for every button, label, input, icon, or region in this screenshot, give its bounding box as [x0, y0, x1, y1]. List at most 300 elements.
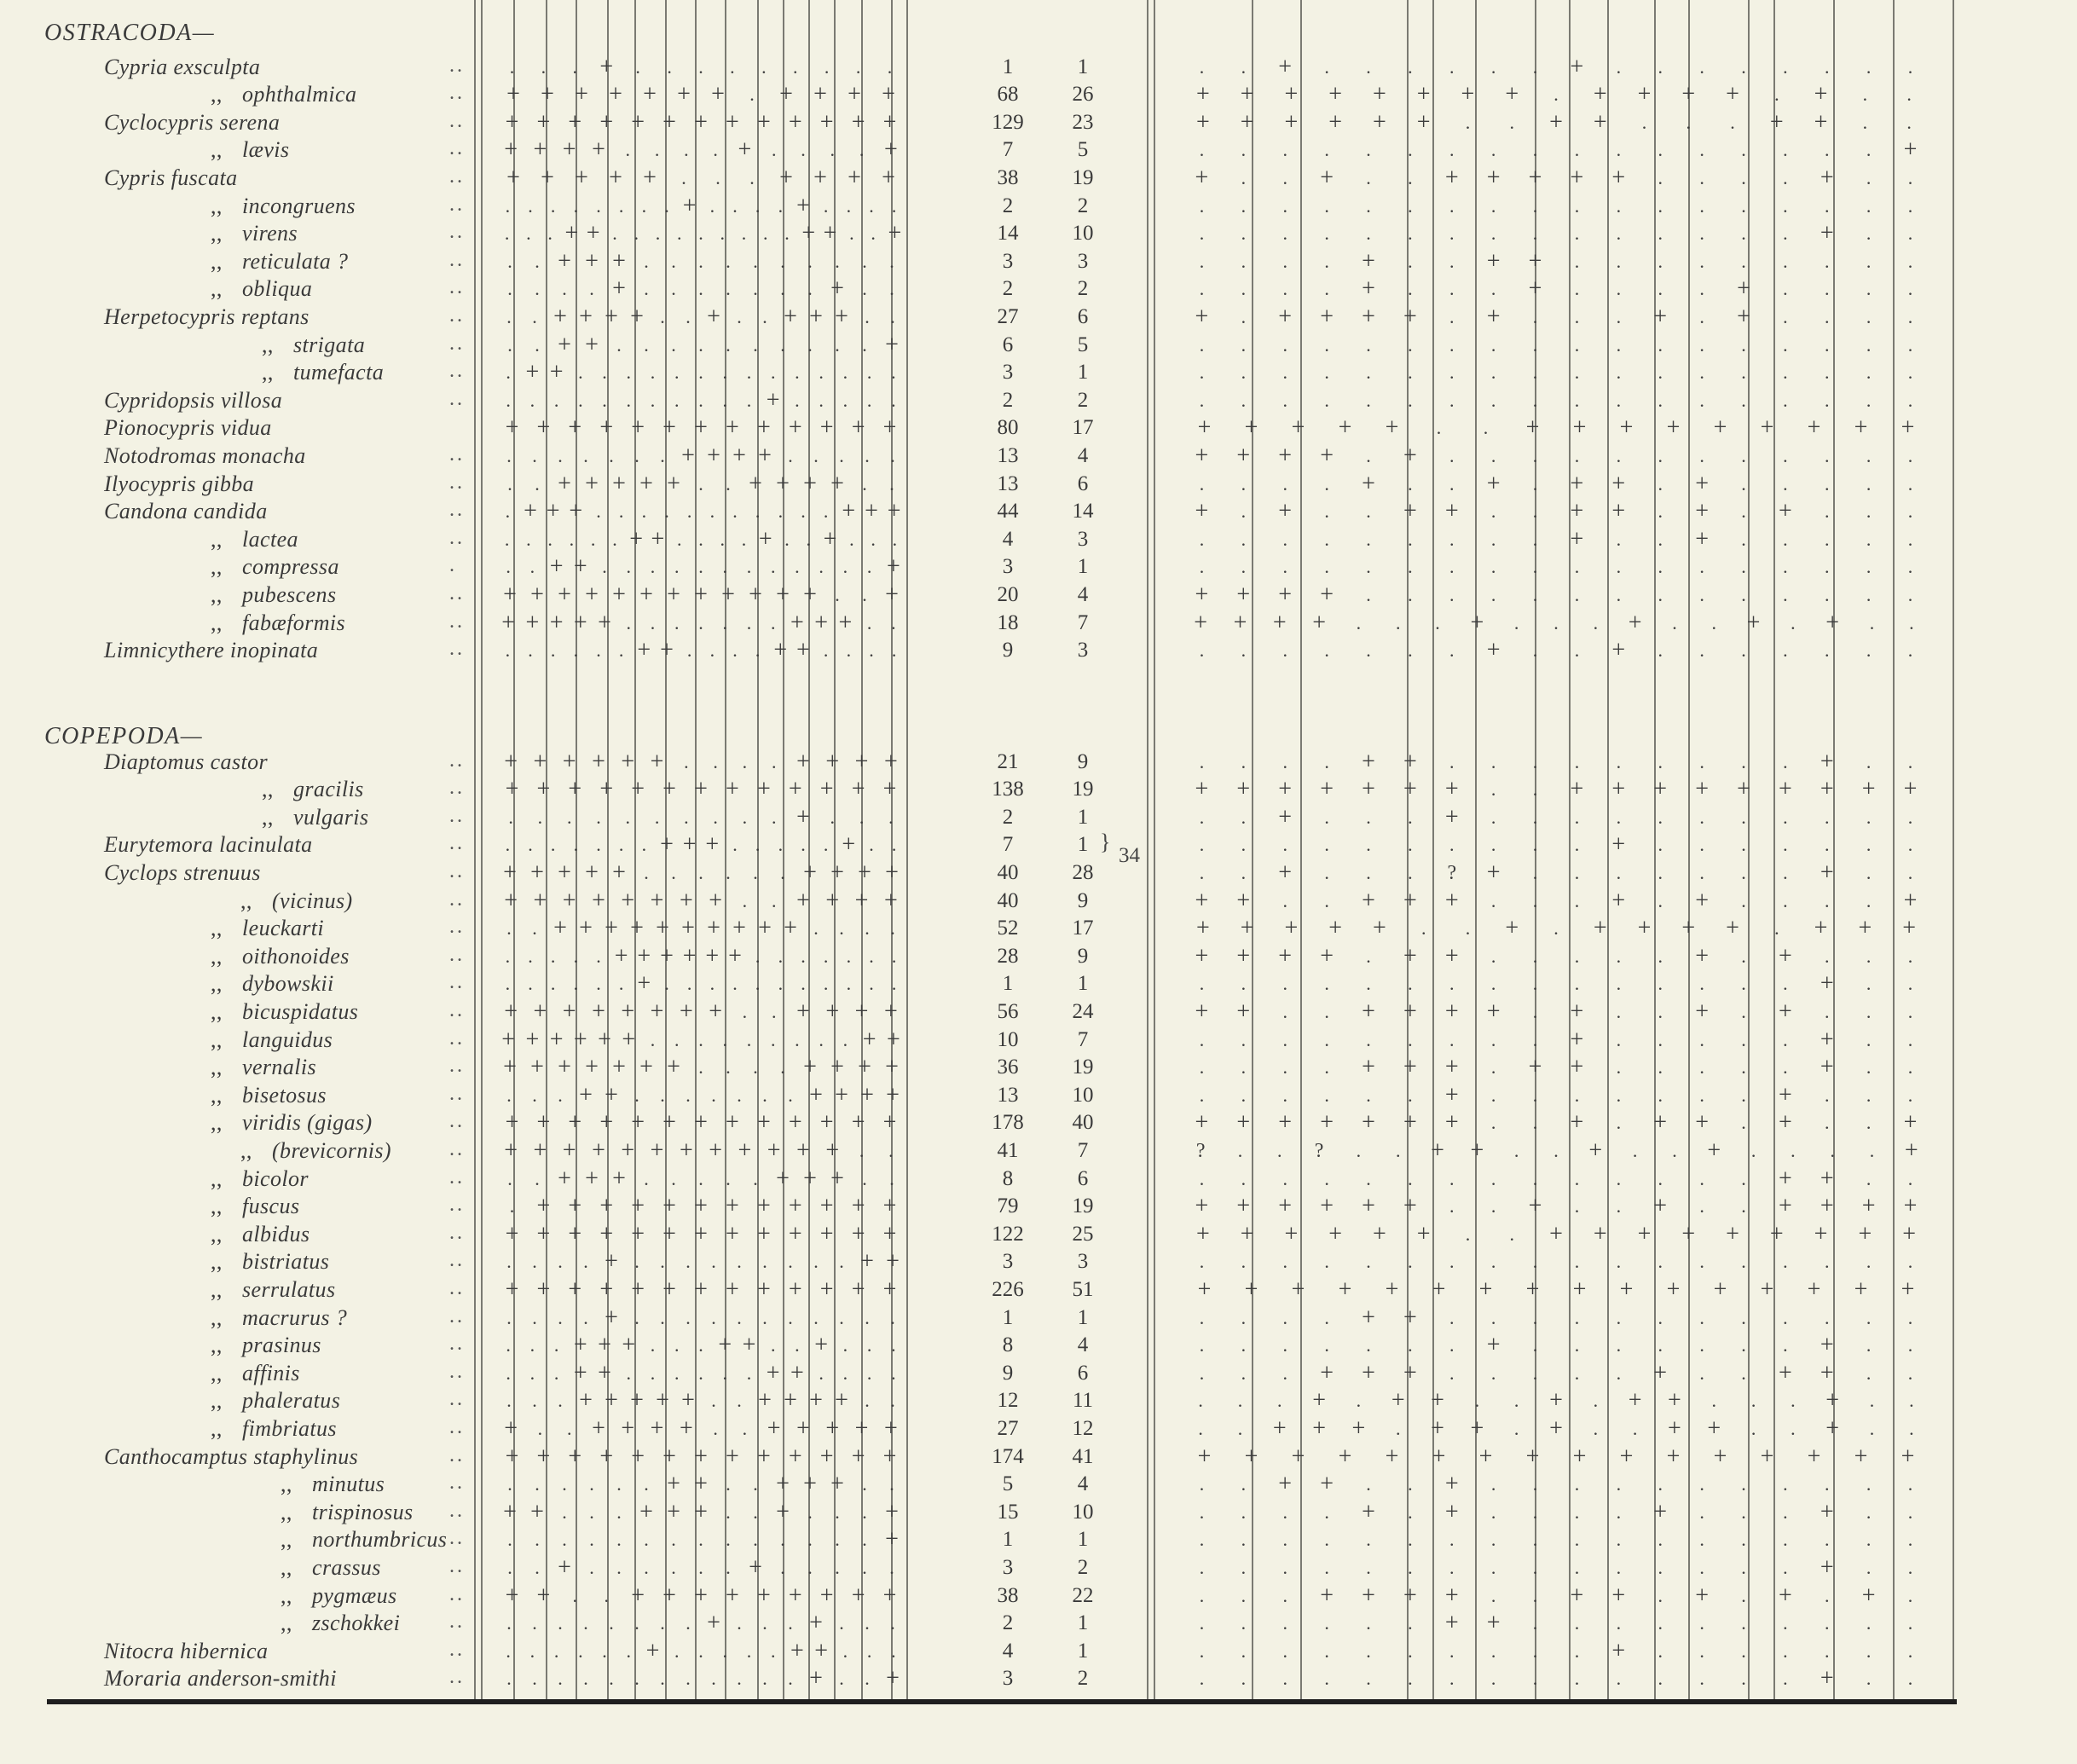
presence-plus: +	[541, 165, 554, 191]
presence-plus: +	[569, 498, 583, 525]
absence-dot: .	[1658, 556, 1663, 578]
absence-dot: .	[1907, 862, 1913, 883]
absence-dot: .	[862, 472, 867, 494]
presence-plus: +	[549, 1026, 564, 1053]
presence-plus: +	[533, 748, 547, 775]
ditto-mark: ,,	[211, 1027, 223, 1052]
absence-dot: .	[1366, 1084, 1371, 1106]
presence-plus: +	[819, 414, 834, 442]
presence-plus: +	[1903, 1193, 1918, 1220]
presence-left	[496, 109, 905, 136]
presence-plus: +	[1778, 1081, 1792, 1108]
absence-dot: .	[674, 1334, 680, 1356]
absence-dot: .	[1408, 1251, 1413, 1273]
presence-plus: +	[1528, 247, 1542, 275]
absence-dot: .	[1658, 139, 1663, 161]
absence-dot: .	[589, 1501, 594, 1523]
absence-dot: .	[889, 278, 894, 300]
absence-dot: .	[1241, 1028, 1247, 1050]
absence-dot: .	[698, 472, 703, 494]
species-name: bistriatus	[242, 1249, 330, 1275]
presence-plus: +	[656, 915, 669, 942]
presence-plus: +	[612, 1165, 626, 1192]
absence-dot: .	[634, 445, 639, 466]
absence-dot: .	[842, 556, 848, 578]
absence-dot: .	[801, 139, 806, 161]
presence-plus: +	[1338, 1276, 1352, 1303]
absence-dot: .	[726, 472, 731, 494]
presence-plus: +	[1666, 1443, 1681, 1470]
absence-dot: .	[1593, 611, 1599, 633]
count-subset: 7	[1077, 1139, 1089, 1162]
absence-dot: .	[819, 1028, 824, 1050]
presence-left	[496, 1304, 905, 1332]
presence-plus: +	[536, 1109, 551, 1136]
absence-dot: .	[535, 278, 540, 300]
absence-dot: .	[807, 333, 813, 356]
presence-plus: +	[1278, 776, 1293, 803]
absence-dot: .	[1658, 862, 1663, 883]
presence-plus: +	[1611, 776, 1626, 803]
absence-dot: .	[553, 1362, 559, 1384]
absence-dot: .	[753, 1056, 758, 1079]
species-name: bicuspidatus	[242, 999, 359, 1024]
presence-plus: +	[1195, 81, 1210, 108]
presence-plus: +	[681, 915, 695, 942]
absence-dot: .	[589, 1473, 594, 1495]
presence-plus: +	[883, 887, 898, 914]
presence-plus: +	[851, 1193, 865, 1220]
absence-dot: .	[1616, 445, 1622, 466]
absence-dot: .	[866, 1362, 872, 1384]
absence-dot: .	[713, 750, 718, 772]
absence-dot: .	[1490, 139, 1496, 161]
absence-dot: .	[1532, 556, 1538, 578]
absence-dot: .	[1699, 445, 1704, 466]
species-name: affinis	[242, 1360, 300, 1385]
presence-plus: +	[1820, 1054, 1834, 1081]
absence-dot: .	[1866, 1612, 1872, 1634]
absence-dot: .	[674, 611, 680, 633]
absence-dot: .	[1658, 1473, 1663, 1495]
absence-dot: .	[835, 250, 840, 272]
species-name: bisetosus	[242, 1082, 327, 1108]
presence-plus: +	[536, 414, 551, 442]
absence-dot: .	[660, 1084, 665, 1106]
absence-dot: .	[1366, 862, 1371, 883]
presence-plus: +	[541, 81, 554, 108]
presence-plus: +	[1820, 1554, 1834, 1581]
absence-dot: .	[1324, 1334, 1329, 1356]
absence-dot: .	[589, 1529, 594, 1551]
presence-plus: +	[779, 81, 793, 108]
absence-dot: .	[1907, 1084, 1913, 1106]
absence-dot: .	[1909, 611, 1914, 633]
absence-dot: .	[1741, 1195, 1746, 1217]
absence-dot: .	[596, 834, 601, 856]
absence-dot: .	[742, 1001, 748, 1022]
absence-dot: .	[753, 1501, 758, 1523]
presence-plus: +	[612, 470, 626, 497]
count-total: 2	[1002, 805, 1014, 829]
presence-plus: +	[573, 609, 587, 636]
presence-plus: +	[681, 442, 695, 469]
absence-dot: .	[660, 1668, 665, 1690]
absence-dot: .	[770, 556, 776, 578]
absence-dot: .	[1741, 167, 1746, 188]
absence-dot: .	[1532, 1584, 1538, 1606]
species-name: Nitocra hibernica	[104, 1638, 269, 1663]
absence-dot: .	[742, 1418, 748, 1439]
leader-dots: ..	[449, 1416, 465, 1438]
presence-plus: +	[1320, 1109, 1334, 1136]
absence-dot: .	[1907, 1501, 1913, 1523]
absence-dot: .	[1408, 361, 1413, 384]
absence-dot: .	[1241, 1056, 1247, 1079]
absence-dot: .	[823, 973, 829, 995]
presence-plus: +	[622, 1332, 636, 1359]
presence-plus: +	[882, 108, 897, 136]
absence-dot: .	[1741, 584, 1746, 605]
absence-dot: .	[1783, 278, 1788, 300]
absence-dot: .	[1825, 1584, 1830, 1606]
presence-plus: +	[1470, 1137, 1484, 1164]
absence-dot: .	[1616, 1167, 1622, 1189]
presence-plus: +	[1707, 1415, 1721, 1442]
absence-dot: .	[1574, 556, 1580, 578]
species-name: Diaptomus castor	[104, 749, 269, 774]
presence-plus: +	[1695, 498, 1709, 525]
table-row	[0, 81, 2077, 108]
absence-dot: .	[1907, 167, 1913, 188]
presence-plus: +	[1549, 1387, 1563, 1414]
presence-plus: +	[1570, 998, 1584, 1025]
absence-dot: .	[1532, 1612, 1538, 1634]
presence-plus: +	[1903, 776, 1918, 803]
presence-right	[1181, 1638, 1931, 1665]
absence-dot: .	[532, 917, 537, 940]
presence-left	[496, 1165, 905, 1193]
absence-dot: .	[506, 1362, 511, 1384]
absence-dot: .	[1791, 1390, 1796, 1412]
absence-dot: .	[1574, 889, 1580, 911]
count-subset: 1	[1077, 1528, 1089, 1552]
absence-dot: .	[1282, 639, 1287, 662]
absence-dot: .	[1699, 1334, 1704, 1356]
ditto-mark: ,,	[211, 1165, 223, 1191]
absence-dot: .	[1532, 1334, 1538, 1356]
presence-plus: +	[711, 81, 725, 108]
presence-plus: +	[694, 108, 708, 136]
absence-dot: .	[1699, 1640, 1704, 1662]
absence-dot: .	[1241, 139, 1247, 161]
presence-plus: +	[506, 165, 520, 191]
presence-plus: +	[709, 1137, 723, 1164]
absence-dot: .	[1449, 361, 1455, 384]
presence-plus: +	[1726, 81, 1739, 108]
absence-dot: .	[1616, 389, 1622, 411]
table-row	[0, 1499, 2077, 1526]
leader-dots: ..	[449, 888, 465, 911]
presence-plus: +	[756, 1220, 771, 1247]
absence-dot: .	[1199, 1557, 1205, 1578]
absence-dot: .	[1616, 1612, 1622, 1634]
absence-dot: .	[1907, 1668, 1913, 1690]
count-subset: 19	[1072, 1194, 1094, 1218]
presence-plus: +	[505, 1220, 519, 1247]
count-subset: 4	[1077, 1333, 1089, 1357]
presence-plus: +	[660, 942, 674, 969]
absence-dot: .	[1825, 639, 1830, 662]
absence-dot: .	[616, 1557, 622, 1578]
presence-plus: +	[1854, 1443, 1868, 1470]
absence-dot: .	[1825, 1084, 1830, 1106]
presence-plus: +	[1291, 1276, 1305, 1303]
count-subset: 5	[1077, 333, 1089, 356]
absence-dot: .	[1490, 333, 1496, 356]
absence-dot: .	[1490, 223, 1496, 245]
table-row	[0, 749, 2077, 776]
absence-dot: .	[505, 834, 511, 856]
absence-dot: .	[1658, 584, 1663, 605]
count-total: 122	[992, 1222, 1024, 1246]
count-subset: 1	[1077, 1611, 1089, 1635]
absence-dot: .	[892, 528, 898, 550]
table-row	[0, 498, 2077, 525]
absence-dot: .	[713, 806, 718, 828]
absence-dot: .	[1199, 1473, 1205, 1495]
count-subset: 28	[1072, 861, 1094, 884]
presence-plus: +	[1444, 1081, 1459, 1108]
absence-dot: .	[1741, 1334, 1746, 1356]
absence-dot: .	[1825, 278, 1830, 300]
absence-dot: .	[507, 1529, 512, 1551]
leader-dots: ..	[449, 471, 465, 494]
absence-dot: .	[596, 973, 601, 995]
absence-dot: .	[709, 639, 715, 662]
absence-dot: .	[1699, 584, 1704, 605]
presence-plus: +	[1236, 1109, 1251, 1136]
presence-left	[496, 1499, 905, 1526]
presence-plus: +	[851, 1276, 865, 1303]
absence-dot: .	[505, 973, 511, 995]
absence-dot: .	[698, 1557, 703, 1578]
absence-dot: .	[788, 445, 793, 466]
absence-dot: .	[1324, 139, 1329, 161]
absence-dot: .	[583, 445, 588, 466]
presence-plus: +	[1570, 165, 1584, 191]
presence-plus: +	[562, 748, 576, 775]
presence-plus: +	[694, 581, 708, 608]
presence-right	[1181, 943, 1931, 970]
count-total: 20	[997, 583, 1019, 606]
presence-plus: +	[1195, 887, 1209, 914]
absence-dot: .	[1282, 889, 1287, 911]
presence-plus: +	[862, 1026, 877, 1053]
absence-dot: .	[1241, 1612, 1247, 1634]
species-name: Pionocypris vidua	[104, 415, 272, 441]
absence-dot: .	[891, 834, 897, 856]
presence-plus: +	[1611, 637, 1626, 664]
presence-plus: +	[1362, 275, 1375, 303]
absence-dot: .	[1783, 1668, 1788, 1690]
absence-dot: .	[1199, 1612, 1205, 1634]
absence-dot: .	[1199, 1362, 1205, 1384]
presence-plus: +	[1726, 915, 1739, 942]
absence-dot: .	[1366, 333, 1371, 356]
absence-dot: .	[890, 917, 895, 940]
absence-dot: .	[1907, 1251, 1913, 1273]
absence-dot: .	[1366, 445, 1371, 466]
absence-dot: .	[742, 806, 748, 828]
absence-dot: .	[722, 556, 727, 578]
presence-right	[1181, 498, 1931, 525]
absence-dot: .	[1866, 1084, 1872, 1106]
absence-dot: .	[1658, 1001, 1663, 1022]
presence-plus: +	[1486, 470, 1501, 497]
presence-plus: +	[813, 81, 827, 108]
absence-dot: .	[1395, 611, 1401, 633]
absence-dot: .	[641, 834, 647, 856]
absence-dot: .	[771, 750, 777, 772]
presence-plus: +	[796, 1415, 810, 1442]
presence-plus: +	[851, 776, 865, 803]
presence-plus: +	[1820, 1165, 1834, 1192]
presence-plus: +	[612, 275, 626, 303]
presence-plus: +	[631, 1220, 645, 1247]
count-total: 27	[997, 305, 1019, 328]
absence-dot: .	[830, 139, 836, 161]
presence-plus: +	[1197, 1276, 1212, 1303]
absence-dot: .	[1324, 333, 1329, 356]
absence-dot: .	[1907, 1529, 1913, 1551]
absence-dot: .	[1783, 167, 1788, 188]
absence-dot: .	[1199, 528, 1205, 550]
presence-plus: +	[1195, 442, 1209, 469]
absence-dot: .	[1282, 1306, 1287, 1328]
absence-dot: .	[1658, 167, 1663, 188]
presence-plus: +	[1403, 498, 1417, 525]
presence-plus: +	[773, 637, 788, 664]
absence-dot: .	[589, 1557, 594, 1578]
count-subset: 1	[1077, 805, 1089, 829]
absence-dot: .	[746, 556, 752, 578]
absence-dot: .	[1616, 194, 1622, 217]
absence-dot: .	[1574, 333, 1580, 356]
presence-plus: +	[882, 165, 895, 191]
absence-dot: .	[849, 528, 854, 550]
absence-dot: .	[1574, 1251, 1580, 1273]
presence-plus: +	[1195, 776, 1209, 803]
presence-plus: +	[1362, 1054, 1375, 1081]
absence-dot: .	[1408, 472, 1413, 494]
brace-total: 34	[1119, 844, 1140, 867]
ditto-mark: ,,	[211, 1194, 223, 1219]
presence-plus: +	[1338, 1443, 1352, 1470]
absence-dot: .	[535, 1473, 540, 1495]
presence-plus: +	[860, 1248, 874, 1275]
absence-dot: .	[1324, 1640, 1329, 1662]
absence-dot: .	[1783, 55, 1788, 78]
absence-dot: .	[674, 1028, 680, 1050]
absence-dot: .	[509, 55, 515, 78]
absence-dot: .	[1513, 1390, 1519, 1412]
absence-dot: .	[532, 306, 537, 327]
absence-dot: .	[1791, 1140, 1796, 1161]
leader-dots: ..	[449, 193, 465, 216]
absence-dot: .	[1532, 862, 1538, 883]
absence-dot: .	[660, 1251, 665, 1273]
absence-dot: .	[1449, 1668, 1455, 1690]
count-total: 52	[997, 917, 1019, 940]
absence-dot: .	[558, 1612, 563, 1634]
absence-dot: .	[508, 806, 513, 828]
presence-plus: +	[1713, 1276, 1727, 1303]
presence-plus: +	[546, 498, 560, 525]
absence-dot: .	[1658, 445, 1663, 466]
presence-plus: +	[505, 1443, 519, 1470]
absence-dot: .	[1825, 389, 1830, 411]
presence-right	[1181, 1471, 1931, 1498]
presence-plus: +	[504, 998, 518, 1025]
absence-dot: .	[839, 1306, 844, 1328]
absence-dot: .	[1490, 584, 1496, 605]
presence-left	[496, 471, 905, 498]
leader-dots: ..	[449, 1666, 465, 1689]
absence-dot: .	[1356, 1140, 1362, 1161]
absence-dot: .	[780, 333, 785, 356]
count-subset: 17	[1072, 917, 1094, 940]
absence-dot: .	[671, 1529, 676, 1551]
absence-dot: .	[676, 223, 682, 245]
absence-dot: .	[1574, 1668, 1580, 1690]
absence-dot: .	[746, 1640, 752, 1662]
presence-plus: +	[694, 1443, 708, 1470]
absence-dot: .	[1907, 361, 1913, 384]
absence-dot: .	[529, 1362, 535, 1384]
leader-dots: ..	[449, 1388, 465, 1411]
absence-dot: .	[1490, 278, 1496, 300]
presence-right	[1181, 275, 1931, 303]
absence-dot: .	[722, 611, 727, 633]
presence-plus: +	[830, 1054, 844, 1081]
presence-plus: +	[639, 1054, 653, 1081]
table-row	[0, 1360, 2077, 1387]
presence-plus: +	[631, 776, 645, 803]
absence-dot: .	[889, 472, 894, 494]
presence-plus: +	[1570, 776, 1584, 803]
absence-dot: .	[746, 1362, 752, 1384]
absence-dot: .	[1199, 389, 1205, 411]
absence-dot: .	[550, 639, 556, 662]
absence-dot: .	[635, 55, 640, 78]
presence-plus: +	[1593, 915, 1607, 942]
presence-plus: +	[621, 1137, 635, 1164]
table-row	[0, 526, 2077, 553]
absence-dot: .	[770, 611, 776, 633]
absence-dot: .	[1532, 1529, 1538, 1551]
absence-dot: .	[1909, 1390, 1914, 1412]
count-total: 2	[1002, 388, 1014, 412]
absence-dot: .	[1241, 1668, 1247, 1690]
presence-plus: +	[1807, 414, 1821, 442]
absence-dot: .	[532, 1612, 537, 1634]
absence-dot: .	[1699, 167, 1704, 188]
absence-dot: .	[1241, 472, 1247, 494]
absence-dot: .	[1741, 750, 1746, 772]
presence-plus: +	[524, 498, 537, 525]
absence-dot: .	[1672, 611, 1677, 633]
